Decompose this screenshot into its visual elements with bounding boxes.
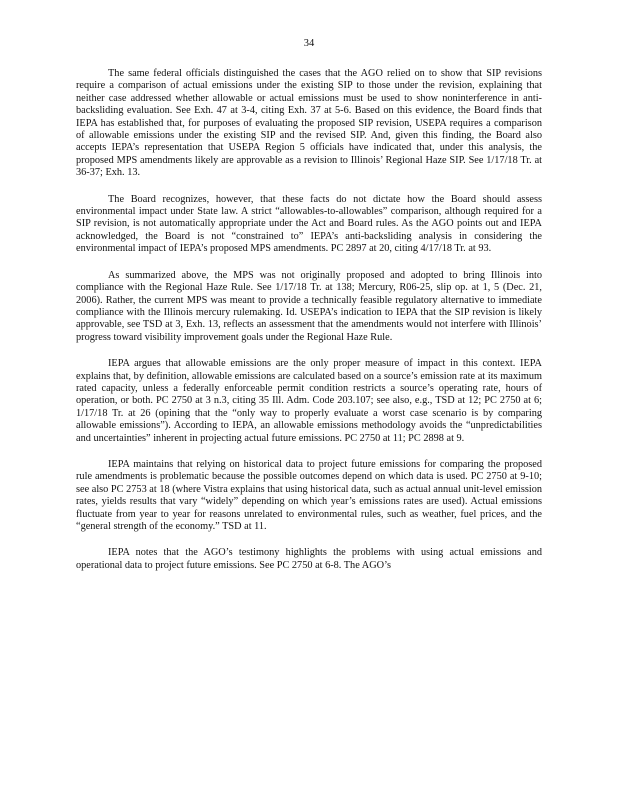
body-paragraph: IEPA maintains that relying on historical data to project future emissions for comparing the proposed rule amendments is problematic because the possible outcomes depend on which data is used. PC 2750 at 9-10; see also PC 2753 at 18 (where Vistra explains that using historical data, such as actual annual unit-level emission rates, yields results that vary “widely” depending on which year’s emissions rates are used). Actual emissions fluctuate from year to year for reasons unrelated to environmental rules, such as weather, fuel prices, and the “general strength of the economy.” TSD at 11. xyxy=(76,458,542,532)
body-paragraph: The same federal officials distinguished the cases that the AGO relied on to show that SIP revisions require a comparison of actual emissions under the existing SIP to those under the revision, explaining that neither case addressed whether allowable or actual emissions must be used to show noninterference in anti-backsliding evaluation. See Exh. 47 at 3-4, citing Exh. 37 at 5-6. Based on this evidence, the Board finds that IEPA has established that, for purposes of evaluating the proposed SIP revision, USEPA requires a comparison of allowable emissions under the existing SIP and the revised SIP. And, given this finding, the Board also accepts IEPA’s representation that USEPA Region 5 officials have indicated that, under this analysis, the proposed MPS amendments likely are approvable as a revision to Illinois’ Regional Haze SIP. See 1/17/18 Tr. at 36-37; Exh. 13. xyxy=(76,68,542,179)
body-paragraph: As summarized above, the MPS was not originally proposed and adopted to bring Illinois into compliance with the Regional Haze Rule. See 1/17/18 Tr. at 138; Mercury, R06-25, slip op. at 1, 5 (Dec. 21, 2006). Rather, the current MPS was meant to provide a technically feasible regulatory alternative to immediate compliance with the Illinois mercury rulemaking. Id. USEPA’s indication to IEPA that the SIP revision is likely approvable, see TSD at 3, Exh. 13, reflects an assessment that the amendments would not interfere with Illinois’ progress toward visibility improvement goals under the Regional Haze Rule. xyxy=(76,269,542,343)
document-body xyxy=(76,68,542,586)
body-paragraph: IEPA notes that the AGO’s testimony highlights the problems with using actual emissions and operational data to project future emissions. See PC 2750 at 6-8. The AGO’s xyxy=(76,547,542,571)
page-number: 34 xyxy=(303,38,315,49)
body-paragraph: IEPA argues that allowable emissions are the only proper measure of impact in this context. IEPA explains that, by definition, allowable emissions are calculated based on a source’s emission rate at its maximum rated capacity, unless a federally enforceable permit condition restricts a source’s operating rate, hours of operation, or both. PC 2750 at 3 n.3, citing 35 Ill. Adm. Code 203.107; see also, e.g., TSD at 12; PC 2750 at 6; 1/17/18 Tr. at 26 (opining that the “only way to properly evaluate a worst case scenario is by comparing allowable emissions”). According to IEPA, an allowable emissions methodology avoids the “unpredictabilities and uncertainties” inherent in projecting actual future emissions. PC 2750 at 11; PC 2898 at 9. xyxy=(76,358,542,444)
body-paragraph: The Board recognizes, however, that these facts do not dictate how the Board should assess environmental impact under State law. A strict “allowables-to-allowables” comparison, although required for a SIP revision, is not automatically appropriate under the Act and Board rules. As the AGO points out and IEPA acknowledged, the Board is not “constrained to” IEPA’s anti-backsliding analysis in considering the environmental impact of IEPA’s proposed MPS amendments. PC 2897 at 20, citing 4/17/18 Tr. at 93. xyxy=(76,193,542,255)
